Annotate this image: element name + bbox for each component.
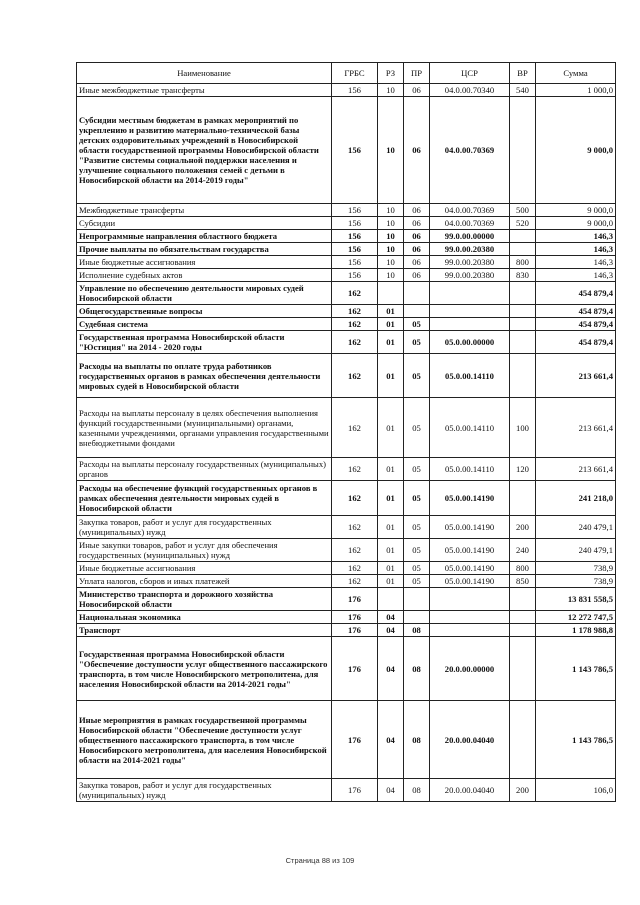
table-row xyxy=(77,230,616,243)
cell-pr: 05 xyxy=(404,575,430,588)
table-row xyxy=(77,305,616,318)
page-number: Страница 88 из 109 xyxy=(285,856,355,865)
cell-vr xyxy=(510,331,536,354)
cell-csr xyxy=(430,282,510,305)
cell-grbs: 176 xyxy=(332,611,378,624)
cell-grbs: 176 xyxy=(332,624,378,637)
cell-sum: 13 831 558,5 xyxy=(536,588,616,611)
header-rz: РЗ xyxy=(378,63,404,84)
cell-name: Иные закупки товаров, работ и услуг для обеспечения государственных (муниципальных) нужд xyxy=(77,539,332,562)
cell-vr xyxy=(510,624,536,637)
cell-pr: 05 xyxy=(404,539,430,562)
cell-csr: 05.0.00.14190 xyxy=(430,539,510,562)
table-row xyxy=(77,539,616,562)
table-row xyxy=(77,84,616,97)
cell-grbs: 176 xyxy=(332,588,378,611)
header-grbs: ГРБС xyxy=(332,63,378,84)
cell-pr: 05 xyxy=(404,458,430,481)
cell-name: Субсидии xyxy=(77,217,332,230)
cell-rz xyxy=(378,588,404,611)
cell-name: Транспорт xyxy=(77,624,332,637)
cell-sum: 454 879,4 xyxy=(536,282,616,305)
cell-pr: 08 xyxy=(404,637,430,701)
cell-rz: 01 xyxy=(378,318,404,331)
table-row xyxy=(77,217,616,230)
cell-rz: 10 xyxy=(378,256,404,269)
table-row xyxy=(77,256,616,269)
cell-grbs: 156 xyxy=(332,243,378,256)
cell-sum: 213 661,4 xyxy=(536,354,616,398)
cell-sum: 146,3 xyxy=(536,230,616,243)
cell-grbs: 162 xyxy=(332,562,378,575)
header-csr: ЦСР xyxy=(430,63,510,84)
cell-sum: 454 879,4 xyxy=(536,305,616,318)
cell-csr: 20.0.00.00000 xyxy=(430,637,510,701)
cell-sum: 213 661,4 xyxy=(536,458,616,481)
table-row xyxy=(77,481,616,516)
cell-rz xyxy=(378,282,404,305)
cell-vr xyxy=(510,588,536,611)
cell-grbs: 176 xyxy=(332,637,378,701)
table-row xyxy=(77,204,616,217)
cell-sum: 454 879,4 xyxy=(536,318,616,331)
table-row xyxy=(77,331,616,354)
cell-name: Закупка товаров, работ и услуг для государственных (муниципальных) нужд xyxy=(77,779,332,802)
cell-name: Иные межбюджетные трансферты xyxy=(77,84,332,97)
cell-grbs: 162 xyxy=(332,539,378,562)
cell-sum: 146,3 xyxy=(536,269,616,282)
table-row xyxy=(77,458,616,481)
table-row xyxy=(77,269,616,282)
cell-csr: 20.0.00.04040 xyxy=(430,779,510,802)
cell-name: Государственная программа Новосибирской области "Юстиция" на 2014 - 2020 годы xyxy=(77,331,332,354)
table-row xyxy=(77,701,616,779)
cell-csr: 05.0.00.00000 xyxy=(430,331,510,354)
table-row xyxy=(77,243,616,256)
cell-rz: 04 xyxy=(378,637,404,701)
cell-vr xyxy=(510,611,536,624)
cell-pr: 05 xyxy=(404,516,430,539)
cell-sum: 106,0 xyxy=(536,779,616,802)
cell-rz: 01 xyxy=(378,305,404,318)
cell-vr: 200 xyxy=(510,779,536,802)
cell-csr: 05.0.00.14110 xyxy=(430,458,510,481)
cell-pr: 05 xyxy=(404,562,430,575)
cell-name: Закупка товаров, работ и услуг для государственных (муниципальных) нужд xyxy=(77,516,332,539)
cell-rz: 01 xyxy=(378,458,404,481)
cell-grbs: 156 xyxy=(332,84,378,97)
cell-name: Расходы на выплаты персоналу в целях обеспечения выполнения функций государственными (муниципальными) органами, казенными учреждениями, органами управления государственными внебюджетными фондами xyxy=(77,398,332,458)
cell-csr: 99.0.00.20380 xyxy=(430,256,510,269)
cell-vr xyxy=(510,318,536,331)
cell-pr xyxy=(404,305,430,318)
table-header-row xyxy=(77,63,616,84)
table-row xyxy=(77,588,616,611)
cell-grbs: 162 xyxy=(332,481,378,516)
cell-name: Исполнение судебных актов xyxy=(77,269,332,282)
cell-pr: 06 xyxy=(404,217,430,230)
cell-sum: 213 661,4 xyxy=(536,398,616,458)
cell-rz: 10 xyxy=(378,97,404,204)
header-pr: ПР xyxy=(404,63,430,84)
cell-csr: 05.0.00.14190 xyxy=(430,575,510,588)
cell-vr xyxy=(510,305,536,318)
cell-name: Расходы на обеспечение функций государственных органов в рамках обеспечения деятельности мировых судей в Новосибирской области xyxy=(77,481,332,516)
cell-pr: 06 xyxy=(404,230,430,243)
cell-rz: 01 xyxy=(378,539,404,562)
cell-pr: 06 xyxy=(404,256,430,269)
table-row xyxy=(77,354,616,398)
cell-csr: 05.0.00.14190 xyxy=(430,562,510,575)
cell-rz: 04 xyxy=(378,624,404,637)
cell-pr: 05 xyxy=(404,354,430,398)
cell-sum: 9 000,0 xyxy=(536,204,616,217)
cell-sum: 1 000,0 xyxy=(536,84,616,97)
cell-grbs: 162 xyxy=(332,318,378,331)
cell-vr: 120 xyxy=(510,458,536,481)
budget-table xyxy=(76,62,616,802)
cell-vr: 800 xyxy=(510,256,536,269)
cell-pr: 06 xyxy=(404,97,430,204)
cell-grbs: 162 xyxy=(332,458,378,481)
cell-pr: 06 xyxy=(404,204,430,217)
cell-rz: 10 xyxy=(378,204,404,217)
table-row xyxy=(77,398,616,458)
table-row xyxy=(77,779,616,802)
cell-vr: 800 xyxy=(510,562,536,575)
cell-sum: 9 000,0 xyxy=(536,97,616,204)
cell-name: Расходы на выплаты персоналу государственных (муниципальных) органов xyxy=(77,458,332,481)
cell-vr xyxy=(510,282,536,305)
cell-rz: 01 xyxy=(378,516,404,539)
cell-pr xyxy=(404,282,430,305)
cell-pr xyxy=(404,611,430,624)
cell-name: Межбюджетные трансферты xyxy=(77,204,332,217)
cell-rz: 10 xyxy=(378,84,404,97)
cell-rz: 10 xyxy=(378,217,404,230)
cell-pr: 08 xyxy=(404,779,430,802)
cell-rz: 10 xyxy=(378,243,404,256)
table-row xyxy=(77,562,616,575)
cell-rz: 01 xyxy=(378,354,404,398)
table-row xyxy=(77,282,616,305)
cell-csr xyxy=(430,588,510,611)
table-row xyxy=(77,318,616,331)
cell-grbs: 162 xyxy=(332,282,378,305)
cell-csr xyxy=(430,611,510,624)
cell-grbs: 156 xyxy=(332,256,378,269)
cell-sum: 146,3 xyxy=(536,243,616,256)
cell-vr: 830 xyxy=(510,269,536,282)
cell-name: Министерство транспорта и дорожного хозяйства Новосибирской области xyxy=(77,588,332,611)
cell-name: Уплата налогов, сборов и иных платежей xyxy=(77,575,332,588)
cell-csr: 04.0.00.70369 xyxy=(430,204,510,217)
cell-vr xyxy=(510,701,536,779)
cell-pr: 06 xyxy=(404,84,430,97)
cell-pr: 05 xyxy=(404,331,430,354)
cell-rz: 04 xyxy=(378,611,404,624)
table-row xyxy=(77,516,616,539)
cell-rz: 10 xyxy=(378,269,404,282)
cell-csr: 04.0.00.70369 xyxy=(430,217,510,230)
cell-name: Непрограммные направления областного бюджета xyxy=(77,230,332,243)
cell-vr xyxy=(510,637,536,701)
cell-csr: 99.0.00.20380 xyxy=(430,243,510,256)
cell-pr: 05 xyxy=(404,481,430,516)
cell-grbs: 176 xyxy=(332,701,378,779)
cell-grbs: 162 xyxy=(332,305,378,318)
cell-sum: 738,9 xyxy=(536,562,616,575)
cell-name: Субсидии местным бюджетам в рамках мероприятий по укреплению и развитию материально-технической базы детских оздоровительных учреждений в Новосибирской области государственной программы Новосибирской области "Развитие системы социальной поддержки населения и улучшение социального положения семей с детьми в Новосибирской области на 2014-2019 годы" xyxy=(77,97,332,204)
cell-name: Иные бюджетные ассигнования xyxy=(77,562,332,575)
cell-grbs: 162 xyxy=(332,331,378,354)
cell-name: Прочие выплаты по обязательствам государства xyxy=(77,243,332,256)
cell-csr: 05.0.00.14190 xyxy=(430,481,510,516)
cell-grbs: 162 xyxy=(332,516,378,539)
cell-sum: 1 143 786,5 xyxy=(536,637,616,701)
cell-grbs: 156 xyxy=(332,97,378,204)
cell-vr: 500 xyxy=(510,204,536,217)
cell-csr xyxy=(430,305,510,318)
table-body xyxy=(77,84,616,802)
cell-sum: 241 218,0 xyxy=(536,481,616,516)
cell-sum: 1 143 786,5 xyxy=(536,701,616,779)
cell-rz: 01 xyxy=(378,481,404,516)
cell-sum: 9 000,0 xyxy=(536,217,616,230)
cell-rz: 04 xyxy=(378,779,404,802)
cell-csr: 05.0.00.14110 xyxy=(430,398,510,458)
cell-rz: 04 xyxy=(378,701,404,779)
cell-name: Иные бюджетные ассигнования xyxy=(77,256,332,269)
cell-pr: 08 xyxy=(404,624,430,637)
cell-pr xyxy=(404,588,430,611)
cell-name: Иные мероприятия в рамках государственной программы Новосибирской области "Обеспечение доступности услуг общественного пассажирского транспорта, в том числе Новосибирского метрополитена, для населения Новосибирской области на 2014-2021 годы" xyxy=(77,701,332,779)
header-vr: ВР xyxy=(510,63,536,84)
cell-vr: 540 xyxy=(510,84,536,97)
cell-grbs: 156 xyxy=(332,230,378,243)
cell-grbs: 162 xyxy=(332,398,378,458)
cell-name: Управление по обеспечению деятельности мировых судей Новосибирской области xyxy=(77,282,332,305)
cell-sum: 1 178 988,8 xyxy=(536,624,616,637)
cell-sum: 738,9 xyxy=(536,575,616,588)
table-row xyxy=(77,97,616,204)
cell-csr: 05.0.00.14190 xyxy=(430,516,510,539)
cell-vr xyxy=(510,481,536,516)
cell-csr: 04.0.00.70369 xyxy=(430,97,510,204)
header-name: Наименование xyxy=(77,63,332,84)
cell-grbs: 162 xyxy=(332,354,378,398)
cell-name: Национальная экономика xyxy=(77,611,332,624)
cell-sum: 240 479,1 xyxy=(536,539,616,562)
cell-pr: 05 xyxy=(404,398,430,458)
cell-sum: 454 879,4 xyxy=(536,331,616,354)
table-row xyxy=(77,624,616,637)
cell-pr: 06 xyxy=(404,269,430,282)
cell-csr: 20.0.00.04040 xyxy=(430,701,510,779)
cell-vr: 100 xyxy=(510,398,536,458)
cell-csr: 99.0.00.20380 xyxy=(430,269,510,282)
cell-grbs: 176 xyxy=(332,779,378,802)
cell-rz: 01 xyxy=(378,575,404,588)
cell-vr xyxy=(510,230,536,243)
table-row xyxy=(77,575,616,588)
cell-csr: 05.0.00.14110 xyxy=(430,354,510,398)
cell-name: Судебная система xyxy=(77,318,332,331)
cell-vr xyxy=(510,354,536,398)
cell-csr: 04.0.00.70340 xyxy=(430,84,510,97)
cell-csr xyxy=(430,318,510,331)
cell-vr: 850 xyxy=(510,575,536,588)
cell-pr: 05 xyxy=(404,318,430,331)
cell-grbs: 156 xyxy=(332,204,378,217)
cell-grbs: 156 xyxy=(332,217,378,230)
table-row xyxy=(77,637,616,701)
cell-rz: 01 xyxy=(378,562,404,575)
cell-grbs: 156 xyxy=(332,269,378,282)
cell-name: Расходы на выплаты по оплате труда работников государственных органов в рамках обеспечения деятельности мировых судей в Новосибирской области xyxy=(77,354,332,398)
cell-name: Общегосударственные вопросы xyxy=(77,305,332,318)
cell-csr xyxy=(430,624,510,637)
cell-sum: 240 479,1 xyxy=(536,516,616,539)
cell-rz: 01 xyxy=(378,398,404,458)
cell-csr: 99.0.00.00000 xyxy=(430,230,510,243)
cell-rz: 01 xyxy=(378,331,404,354)
cell-grbs: 162 xyxy=(332,575,378,588)
table-row xyxy=(77,611,616,624)
cell-vr: 520 xyxy=(510,217,536,230)
cell-vr xyxy=(510,243,536,256)
cell-rz: 10 xyxy=(378,230,404,243)
cell-sum: 12 272 747,5 xyxy=(536,611,616,624)
cell-vr: 200 xyxy=(510,516,536,539)
cell-pr: 06 xyxy=(404,243,430,256)
header-sum: Сумма xyxy=(536,63,616,84)
cell-vr xyxy=(510,97,536,204)
cell-sum: 146,3 xyxy=(536,256,616,269)
cell-pr: 08 xyxy=(404,701,430,779)
cell-name: Государственная программа Новосибирской области "Обеспечение доступности услуг общественного пассажирского транспорта, в том числе Новосибирского метрополитена, для населения Новосибирской области на 2014-2021 годы" xyxy=(77,637,332,701)
cell-vr: 240 xyxy=(510,539,536,562)
